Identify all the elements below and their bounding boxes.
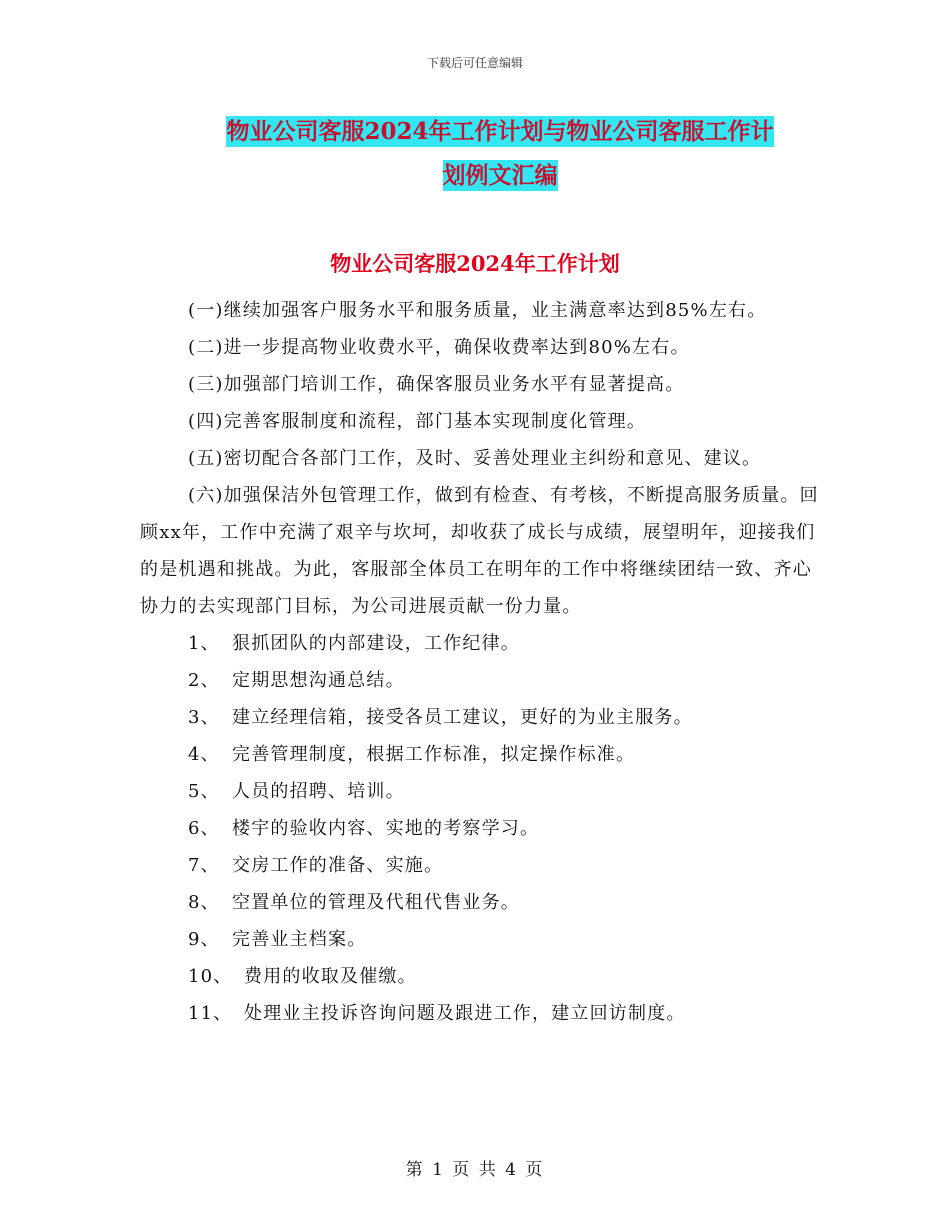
list-item [140,736,830,773]
list-item [140,625,830,662]
list-item-number: 6、 [188,818,220,839]
paragraph: (一)继续加强客户服务水平和服务质量，业主满意率达到85%左右。 [188,300,767,321]
list-item-number: 10、 [188,966,233,987]
list-item [140,699,830,736]
list-item [140,662,830,699]
list-item-number: 11、 [188,1003,233,1024]
header-note: 下载后可任意编辑 [426,56,523,70]
numbered-list [140,625,830,1032]
list-item [140,884,830,921]
list-item-text: 楼宇的验收内容、实地的考察学习。 [232,818,540,839]
list-item-text: 建立经理信箱，接受各员工建议，更好的为业主服务。 [232,707,693,728]
list-item-text: 空置单位的管理及代租代售业务。 [232,892,520,913]
list-item-number: 4、 [188,744,220,765]
list-item [140,921,830,958]
paragraph: (六)加强保洁外包管理工作，做到有检查、有考核，不断提高服务质量。回顾xx年，工作中充满了艰辛与坎坷，却收获了成长与成绩，展望明年，迎接我们的是机遇和挑战。为此，客服部全体员工在明年的工作中将继续团结一致、齐心协力的去实现部门目标，为公司进展贡献一份力量。 [140,485,819,617]
document-title [150,110,850,198]
page-footer: 第 1 页 共 4 页 [405,1160,545,1180]
paragraph: (二)进一步提高物业收费水平，确保收费率达到80%左右。 [188,337,690,358]
list-item-number: 5、 [188,781,220,802]
document-title-line-1: 物业公司客服2024年工作计划与物业公司客服工作计 [226,118,774,145]
list-item-number: 2、 [188,670,220,691]
list-item [140,810,830,847]
list-item-text: 处理业主投诉咨询问题及跟进工作，建立回访制度。 [244,1003,686,1024]
list-item-text: 完善管理制度，根据工作标准，拟定操作标准。 [232,744,636,765]
list-item-number: 9、 [188,929,220,950]
list-item-text: 人员的招聘、培训。 [232,781,405,802]
list-item-number: 7、 [188,855,220,876]
document-title-line-2: 划例文汇编 [442,162,558,189]
document-body [140,292,830,1032]
paragraph: (四)完善客服制度和流程，部门基本实现制度化管理。 [188,411,647,432]
list-item-text: 完善业主档案。 [232,929,367,950]
paragraph: (三)加强部门培训工作，确保客服员业务水平有显著提高。 [188,374,685,395]
list-item-text: 费用的收取及催缴。 [244,966,417,987]
section-title: 物业公司客服2024年工作计划 [330,251,620,276]
list-item-text: 狠抓团队的内部建设，工作纪律。 [232,633,520,654]
list-item-text: 定期思想沟通总结。 [232,670,405,691]
list-item [140,995,830,1032]
list-item [140,847,830,884]
list-item-number: 3、 [188,707,220,728]
list-item [140,773,830,810]
paragraph: (五)密切配合各部门工作，及时、妥善处理业主纠纷和意见、建议。 [188,448,762,469]
list-item-text: 交房工作的准备、实施。 [232,855,444,876]
list-item-number: 8、 [188,892,220,913]
list-item-number: 1、 [188,633,220,654]
list-item [140,958,830,995]
